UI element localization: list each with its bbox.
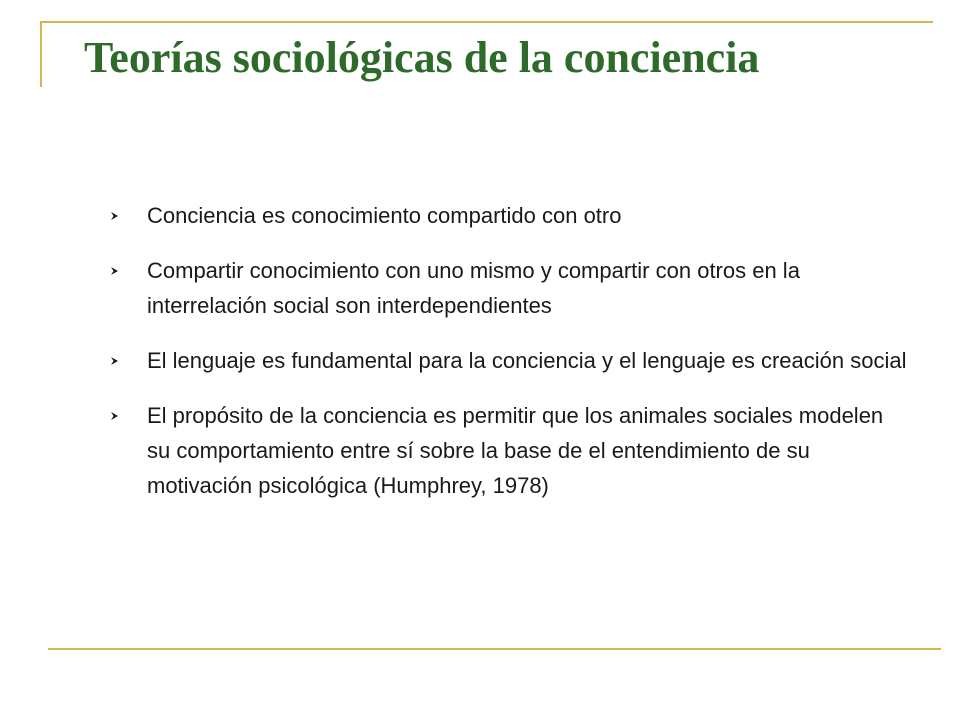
- bullet-text: El lenguaje es fundamental para la conciencia y el lenguaje es creación social: [147, 348, 907, 373]
- bullet-item: [110, 198, 910, 233]
- arrow-bullet-icon: [110, 253, 124, 288]
- left-rule: [40, 21, 42, 87]
- bullet-text: El propósito de la conciencia es permitir que los animales sociales modelen su comportamiento entre sí sobre la base de el entendimiento de su motivación psicológica (Humphrey, 1978): [147, 403, 884, 498]
- bullet-item: [110, 253, 910, 323]
- top-rule: [40, 21, 933, 23]
- arrow-bullet-icon: [110, 398, 124, 433]
- slide-title: Teorías sociológicas de la conciencia: [84, 33, 760, 82]
- arrow-bullet-icon: [110, 343, 124, 378]
- bullet-text: Compartir conocimiento con uno mismo y compartir con otros en la interrelación social son interdependientes: [147, 258, 800, 318]
- bottom-rule: [48, 648, 941, 650]
- bullet-text: Conciencia es conocimiento compartido con otro: [147, 203, 622, 228]
- arrow-bullet-icon: [110, 198, 124, 233]
- bullet-item: [110, 343, 910, 378]
- bullet-list: [110, 198, 910, 523]
- bullet-item: [110, 398, 910, 503]
